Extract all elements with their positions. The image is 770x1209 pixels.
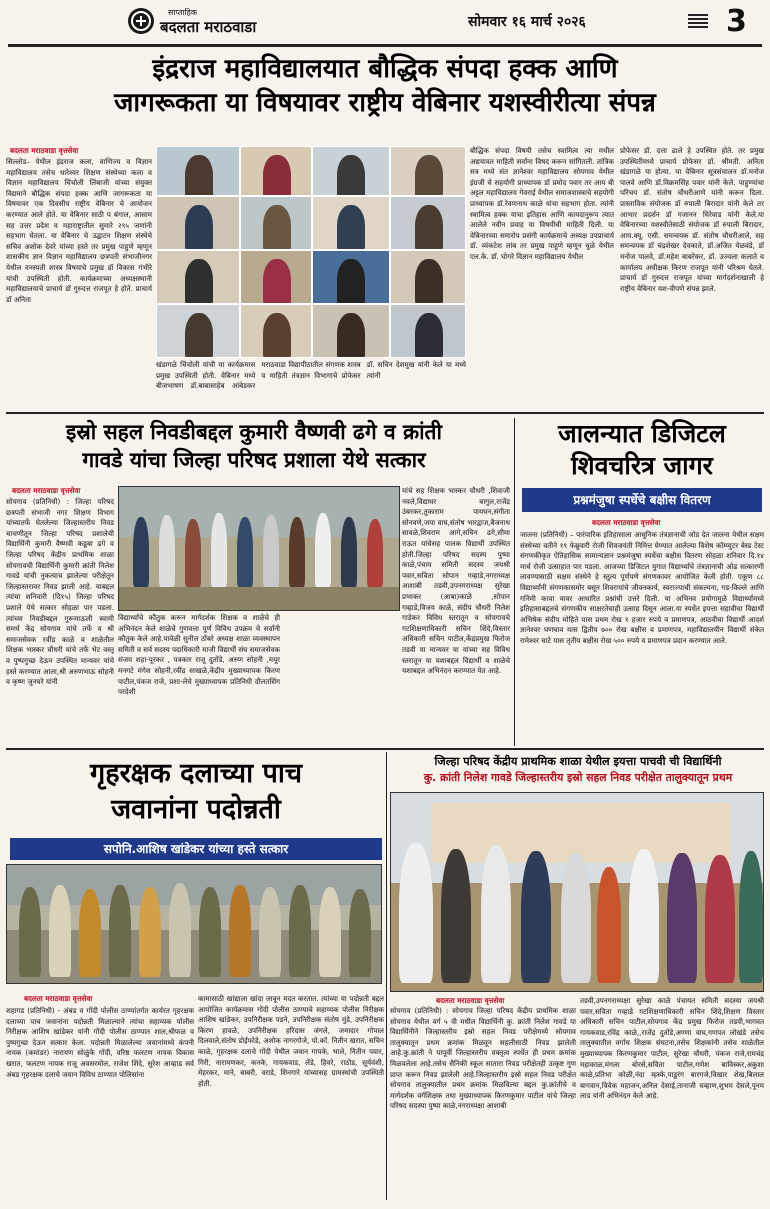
story2-col3a: यांचे सह शिक्षक भास्कर चौधरी ,शिवाजी नवले,विद्याधर बागुल,राजेंद्र उंबरकर,तुकाराम पायघन,संगीता सोनवणे,जया वाघ,संतोष भारद्वाज,बैजनाथ सावळे,शिवराम आगे,सचिन ढगे,सीमा राऊत यांचेसह पालक विद्यार्थी उपस्थित होती.जिल्हा परिषद सदस्य पुष्पा काळे,पंचाय समिती सदस्य जयश्री पवार,सविता सोपान गव्हाडे,नगराध्यक्ष आशाबी तडवी,उपनगराध्यक्ष सुरेखा प्रभाकर (आबा)काळे ,सोपान गव्हाडे,विजय काळे, संदीप चौधरी निलेश गाडेकर विविध स्तरातून व सोयगावचे गटशिक्षणाधिकारी सचिन शिंदे,विस्तार अधिकारी सचिन पाटील,केंद्रप्रमुख फिरोज तडवी या मान्यवर या यांच्या सह विविध स्तरातून या यशाबद्दल विद्यार्थी व शाळेचे यशाबद्दल अभिनंदन करण्यात येत आहे. [402,486,510,676]
story5-divider [386,752,387,1200]
story4-subhead: सपोनि.आशिष खांडेकर यांच्या हस्ते सत्कार [10,838,382,860]
story3-headline [518,418,766,482]
webinar-tile [156,146,240,196]
story5-headline [390,754,766,786]
story2-headline-line1: इस्रो सहल निवडीबद्दल कुमारी वैष्णवी ढगे व क्रांती [66,420,442,444]
webinar-tile [390,196,466,250]
story1-col4: बौद्धिक संपदा विषयी तसेच स्वामित्व त्या मधील अद्ययावत माहिती सर्वांना विषद करून सांगितली. तांत्रिक सत्र मध्ये संत ज्ञानेश्वर महाविद्यालय सोयगाव येथील इंग्रजी चे सहयोगी प्राध्यापक डॉ प्रमोद पवार तर आय बी अट्टल महाविद्यालय गेवराई येथील समाजशास्त्राचे सहयोगी प्राध्यापक डॉ.रेवणनाथ काळे यांचा सहभाग होता. त्यांनी स्वामित्व हक्क याचा इतिहास आणि कायदानुरूप त्यात आलेले नवीन प्रवाह या विषयीची माहिती दिली. या वेबिनारच्या समारोप प्रसंगी कार्यक्रमाचे अध्यक्ष उपप्राचार्य डॉ. व्यंकटेश लांब तर प्रमुख पाहुणे म्हणून धुळे येथील एल.के. डॉ. घोगरे विज्ञान महाविद्यालय येथील [470,146,614,261]
masthead-date: सोमवार १६ मार्च २०२६ [468,14,586,30]
masthead-logo-icon [128,8,154,34]
story3-divider [514,418,515,746]
story1-headline-line1: इंद्रराज महाविद्यालयात बौद्धिक संपदा हक्क आणि [152,54,618,84]
webinar-tile [312,250,390,304]
story4-headline-line1: गृहरक्षक दलाच्या पाच [90,758,302,789]
masthead-name: बदलता मराठवाडा [160,18,257,36]
story4-guards-photo [6,864,382,984]
story1-under-photo-text: खंडागळे चिंचोली यांची या कार्यक्रमास प्रमुख उपस्थिती होती. वेबिनार मध्ये बीजभाषण डॉ.बाबासाहेब आंबेडकर मराठवाडा विद्यापीठातील संगणक शास्त्र व माहिती तंत्रज्ञान विभागाचे प्रोफेसर डॉ. सचिन देशमुख यांनी केले या मध्ये त्यांनी [156,360,466,391]
webinar-tile [240,146,312,196]
webinar-tile [240,304,312,358]
story2-col2: विद्यार्थ्यांचे कौतुक करून मार्गदर्शक शिक्षक व शाळेचे ही अभिनंदन केले शाळेचे गुणवत्ता पूर्ण विविध उपक्रम चे सर्वांनी कौतुक केले आहे.यावेळी सुनील ठोंबरे अध्यक्ष शाळा व्यवस्थापन समिती व सर्व सदस्य पदाधिकारी माजी विद्यार्थी संघ समाजसेवक संजय शहा-पूरकर , पत्रकार राजू दुतोंडे, अरुण सोहनी ,मयूर मनगटे मंगेश सोहनी,रवींद्र साखळे,केंद्रीय मुख्याध्यापक किरण पाटील,पंकज राजे, प्रशा-लेचे मुख्याध्यापक प्रतिनिधी दौलतसिंग परदेशी [118,613,280,697]
webinar-tile [390,304,466,358]
story3-byline: बदलता मराठवाडा वृत्तसेवा [592,518,661,527]
story1-bottom-rule [6,412,764,414]
story2-col1: सोयगाव (प्रतिनिधी) : जिल्हा परिषद छत्रपती संभाजी नगर शिक्षण विभाग यांच्यातर्फे घेतलेल्या जिल्हास्तरीय निवड चाचणीतून जिल्हा परिषद प्रशालेची विद्यार्थिनी कुमारी वैष्णवी कडूबा ढगे व जिल्हा परिषद केंद्रीय प्राथमिक शाळा सोयगावची विद्यार्थिनी कुमारी क्रांती निलेश गावडे यांची नुकत्याच झालेल्या परीक्षेतून जिल्हास्तरावर निवड झाली आहे. याबद्दल त्यांचा शनिवारी (दि१५) जिल्हा परिषद प्रशाले येथे सत्कार सोहळा पार पडला. त्यांच्या निवडीबद्दल गुरूमाऊली स्वामी समर्थ केंद्र सोयगाव यांचे तर्फे व श्री समाजसेवक रवींद्र काळे व शाळेतील शिक्षक भास्कर चौधरी यांचे तर्फे भेट वस्तू व पुष्पगुच्छ देऊन उपस्थित मान्यवर यांचे हस्ते करण्यात आला,श्री अरुणभाऊ सोहनी व कृष्ण जुनघरे यांनी [6,497,114,687]
webinar-tile [156,250,240,304]
webinar-tile [240,250,312,304]
story2-byline: बदलता मराठवाडा वृत्तसेवा [12,486,81,495]
story2-felicitation-photo [118,486,400,611]
webinar-tile [156,304,240,358]
story5-student-photo [390,792,764,992]
story5-col1: सोयगाव (प्रतिनिधी) : सोयगाव जिल्हा परिषद केंद्रीय प्राथमिक शाळा सोयगाव येथील वर्ग ५ वी मधील विद्यार्थिनी कु. क्रांती निलेश गावडे या विद्यार्थिनीने जिल्हास्तरीय इस्रो सहल निवड परीक्षेमध्ये सोयगाव तालुक्यातून प्रथम क्रमांक मिळवून सहलीसाठी निवड झालेली आहे.कु.क्रांती ने यापूर्वी जिल्हास्तरीय वक्तृत्व स्पर्धेत ही प्रथम क्रमांक मिळवलेला आहे.तसेच सैनिकी स्कूल सातारा निवड परीक्षेतही उत्कृष्ट गुण प्राप्त करून निवड झालेली आहे.जिल्हास्तरीय इस्रो सहल निवड परीक्षेत सोयगाव तालुक्यातील प्रथम क्रमांक मिळविल्या बद्दल कु.क्रांतीचे व मार्गदर्शक वर्गशिक्षक तथा मुख्याध्यापक किरणकुमार पाटील यांचे जिल्हा परिषद सदस्या पुष्पा काळे,नगराध्यक्षा आशाबी [390,1006,576,1111]
story1-headline-line2: जागरूकता या विषयावर राष्ट्रीय वेबिनार यशस्वीरीत्या संपन्न [114,88,656,118]
webinar-tile [312,146,390,196]
story5-headline-line2: कु. क्रांती निलेश गावडे जिल्हास्तरीय इस्रो सहल निवड परीक्षेत तालुक्यातून प्रथम [423,771,733,784]
masthead-rule [8,44,762,47]
page-number: 3 [726,4,747,39]
story2-headline [4,418,504,474]
webinar-tile [240,196,312,250]
story4-headline [6,756,386,828]
webinar-tile [156,196,240,250]
story1-byline: बदलता मराठवाडा वृत्तसेवा [10,146,79,155]
story1-col1: सिल्लोड– येथील इंद्रराज कला, वाणिज्य व विज्ञान महाविद्यालय तसेच धारेश्वर शिक्षण संस्थेच्या कला व विज्ञान महाविद्यालय चिंचोली लिंबाजी यांच्या संयुक्त विद्यमाने बौद्धिक संपदा हक्क आणि जागरूकता या विषयावर एक दिवसीय राष्ट्रीय वेबिनार चे आयोजन करण्यात आले होते. या वेबिनार साठी प बंगाल, आसाम सह उत्तर प्रदेश व महाराष्ट्रातील सुमारे २९५ जणांनी सहभाग घेतला. या वेबिनार चे उद्घाटन शिक्षण संस्थेचे सचिव अशोक देवरे यांच्या हस्ते तर प्रमुख पाहुणे म्हणून शासकीय ज्ञान विज्ञान महाविद्यालय छत्रपती संभाजीनगर येथील वनस्पती शास्त्र विषयाचे प्रमुख डॉ विकास गंभीरे यांची उपस्थिती होती. कार्यक्रमाच्या अध्यक्षस्थानी महाविद्यालयाचे प्राचार्य डॉ गुरुदत्त राजपूत हे होते. प्राचार्य डॉ अनिता [6,157,152,304]
story4-col1: शहागड (प्रतिनिधी) - अंबड व गोंदी पोलीस ठाण्यांतर्गत कार्यरत गृहरक्षक दलाच्या पाच जवानांना पदोन्नती मिळाल्याने त्यांचा सहाय्यक पोलीस निरीक्षक आशिष खांडेकर यांनी गोंदी पोलीस ठाण्यात शाल,श्रीफळ व पुष्पगुच्छ देऊन सत्कार केला. पदोन्नती मिळालेल्या जवानांमध्ये कंपनी नायक (कमांडर) नारायण सोळुंके गोंदी, वरिष्ठ फलटण नायक विकास खरात, फलटण नायक राजू अवसरमोल, राजेश शिंदे, सुरेश आव्हाड सर्व अंबड गृहरक्षक दलाचे जवान विविध ठाण्यात पोलिसांना [6,1006,194,1079]
story1-col5: प्रोफेसर डॉ. दत्ता ढाले हे उपस्थित होते. तर प्रमुख उपस्थितीमध्ये प्राचार्य प्रोफेसर डॉ. श्रीमती. अनिता खंडागळे या होत्या. या वेबिनार सूत्रसंचालन डॉ.मनोज पालवे आणि डॉ.विक्रमसिंह पवार यांनी केले. पाहुण्यांचा परिचय डॉ. संतोष चौधरीआणे यांनी करून दिला. प्रास्ताविक संयोजक डॉ रुपाली बिरादार यांनी केले तर आभार प्रदर्शन डॉ गजानन घिरेवाड यांनी केले.या वेबिनारच्या यशस्वीतेसाठी संयोजक डॉ रुपाली बिरादार, आय.क्यू. एसी. समन्वयक डॉ. संतोष चौधरीआले, सह समन्वयक डॉ चंद्रशेखर देवकाते, डॉ.अजित येळवंडे, डॉ मनोज पालवे, डॉ.महेश बाबरेकर, डॉ. उज्वला कलाते व कार्यालय अधीक्षक किरण राजपूत यांनी परिश्रम घेतले. प्राचार्य डॉ गुरुदत्त राजपूत यांच्या मार्गदर्शनाखाली हे राष्ट्रीय वेबिनार यश-वीपणे संपन्न झाले. [620,146,764,293]
webinar-tile [390,250,466,304]
masthead-tag: साप्ताहिक [168,8,198,17]
webinar-tile [390,146,466,196]
webinar-tile [312,196,390,250]
story5-col2: तडवी,उपनगराध्यक्षा सुरेखा काळे पंचायत समिती सदस्या जयश्री पवार,सविता गव्हाडे गटशिक्षणाधिकारी सचिन शिंदे,शिक्षण विस्तार अधिकारी सचिन पाटील,सोयगाव केंद्र प्रमुख फिरोज तडवी,भागवत गायकवाड,रविंद्र काळे,,राजेंद्र दुतोंडे,अण्णा वाघ,गणपत लोखंडे तसेच तालुक्यातील वर्गाच शिक्षक संघटना,तसेच शिक्षकांनी तसेच शाळेतील मुख्याध्यापक किरणकुमार पाटील, सुरेखा चौधरी, पंकज राजे,रामचंद्र महाकाळ,मंगला बोरसे,सविता पाटील,गणेश बाविस्कर,अकुशा काळे,प्रतिभा कोळी,नंदा म्हस्के,पाडुरंग बारगजे,विखार शेख,बिलाल बागवान,विवेक महाजन,अनिल देसाई,तानाजी चव्हाण,शुभम देसले,पूनम लाड यांनी अभिनंदन केले आहे. [580,996,764,1101]
story4-col2: कामासाठी खांद्याला खांदा लावून मदत करतात. त्यांच्या या पदोन्नती बद्दल आयोजित कार्यक्रमास गोंदी पोलीस ठाण्याचे सहाय्यक पोलीस निरीक्षक आशिष खांडेकर, उपनिरीक्षक पडने, उपनिरीक्षक संतोष मुंडे, उपनिरीक्षक किरण हावळे, उपनिरीक्षक हरिदास जंगले, जमादार गोपाल दिलवाले,संतोष डोईफोडे, अशोक नागरगोजे, पो.कॉ. नितीन खरात, सचिन काळे, गृहरक्षक दलाचे गोंदी येथील जवान गायके, भाले, नितीन पवार, गिरी, नारायणकर, कनके, गायकवाड, लेंडे, हिवरे, राठोड, सूर्यवंशी, मेहरकर, माने, बाबरी, वराडे, शिनगारे यांच्यासह ग्रामस्थांची उपस्थिती होती. [198,994,384,1088]
story2-headline-line2: गावडे यांचा जिल्हा परिषद प्रशाला येथे सत्कार [82,448,426,472]
story5-byline: बदलता मराठवाडा वृत्तसेवा [436,996,505,1005]
story2-bottom-rule [6,748,764,750]
masthead [0,0,770,42]
story4-headline-line2: जवानांना पदोन्नती [111,794,281,825]
story3-headline-line2: शिवचरित्र जागर [571,451,713,480]
story5-headline-line1: जिल्हा परिषद केंद्रीय प्राथमिक शाळा येथील इयत्ता पाचवी ची विद्यार्थिनी [434,755,722,768]
story3-body: जालना (प्रतिनिधी) – पारंपारिक इतिहासाला आधुनिक तंत्रज्ञानाची जोड देत जालना येथील सक्षम संस्थेच्या वतीने १९ फेब्रुवारी रोजी शिवजयंती निमित्त घेण्यात आलेल्या विशेष कॉम्प्युटर बेस्ड टेस्ट संगणकीकृत ऐतिहासिक सामान्यज्ञान प्रश्नमंजुषा स्पर्धेचा बक्षीस वितरण सोहळा शनिवार दि.१४ मार्च रोजी उत्साहात पार पडला. आजच्या डिजिटल युगात विद्यार्थ्यांचे तंत्रज्ञानाची ओढ सत्कारणी लावण्यासाठी सक्षम संस्थेने हे स्तुत्य पूर्णपणे संगणकावर आयोजित केली होती. एकूण ८८ विद्यार्थ्यांनी संगणकासमोर बसून शिवरायांचे जीवनकार्य, स्वराज्याची संकल्पना, गड-किल्ले आणि गनिमी कावा यावर आधारित प्रश्नांची उत्तरे दिली. या अभिनव प्रयोगामुळे विद्यार्थ्यांमध्ये इतिहासाबद्दलचे संगणकीय साक्षरतेचाही उत्साह दिसून आला.या स्पर्धेत इयत्ता सहावीचा विद्यार्थी अभिषेक संदीप मोहिते यास प्रथम रोख १ हजार रुपये व प्रमाणपत्र, आठवीचा विद्यार्थी आदर्श ज्ञानेश्वर घणघाव यास द्वितीय ७०० रोख बक्षीस व प्रमाणपत्र, महाविद्यालयीन विद्यार्थी संकेत रामेश्वर चाटे यास तृतीय बक्षीस रोख ५०० रुपये व प्रमाणपत्र प्रदान करण्यात आले. [520,530,764,645]
webinar-tile [312,304,390,358]
story3-subhead: प्रश्नमंजुषा स्पर्धेचे बक्षीस वितरण [522,488,762,512]
story1-headline [0,52,770,120]
story1-webinar-photo-grid [156,146,466,358]
story4-byline: बदलता मराठवाडा वृत्तसेवा [24,994,93,1003]
story3-headline-line1: जालन्यात डिजिटल [558,419,726,448]
masthead-stripes [688,14,708,28]
